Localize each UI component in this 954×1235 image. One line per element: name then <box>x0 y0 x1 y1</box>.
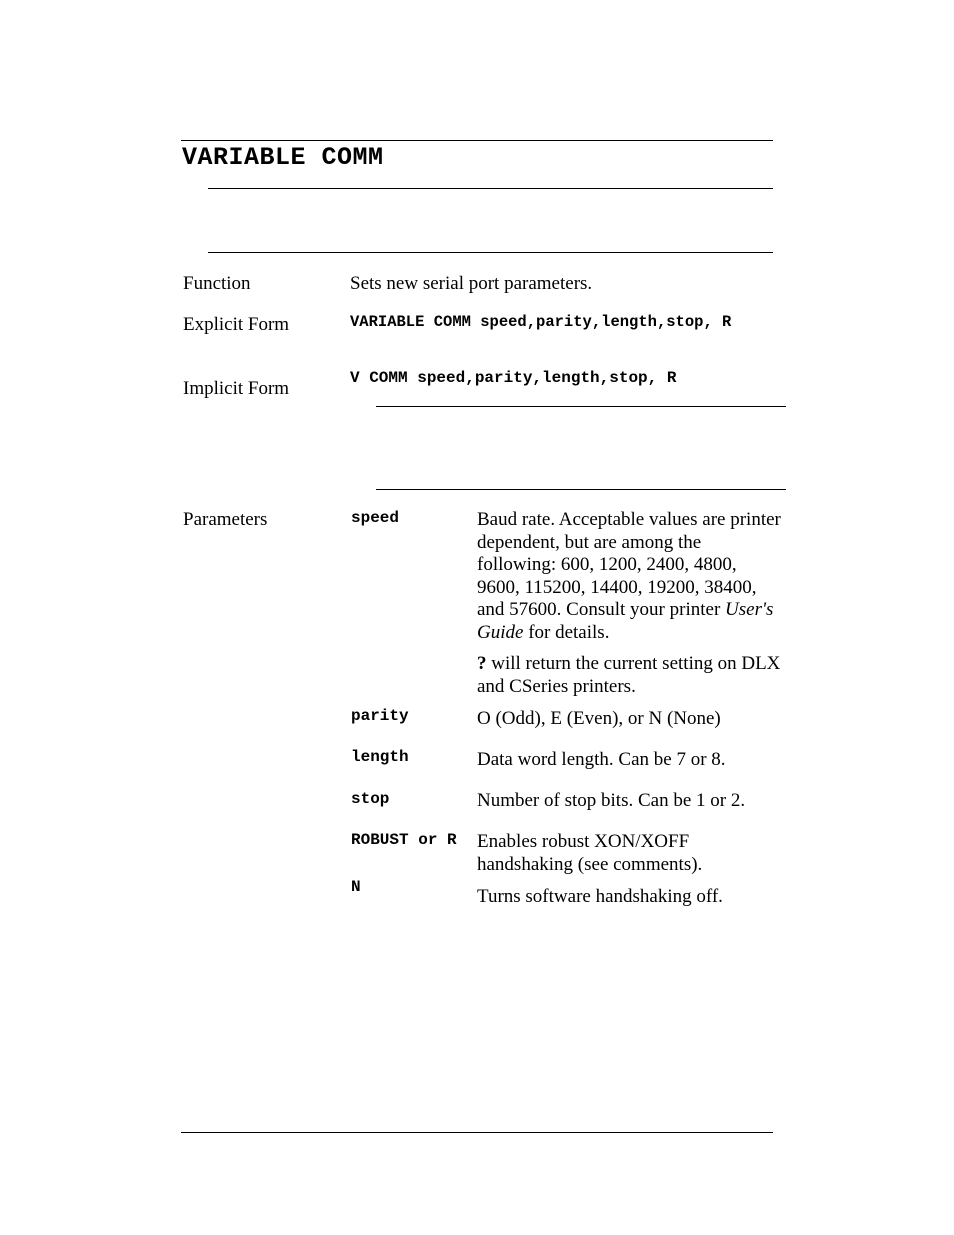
param-speed-desc-text: Baud rate. Acceptable values are printer dependent, but are among the following: 600, 1200, 2400, 4800, 9600, 115200, 14400, 19200, 38400, and 57600. Consult your printer <box>477 509 781 620</box>
question-mark-symbol: ? <box>477 653 487 674</box>
implicit-form-code: V COMM speed,parity,length,stop, R <box>350 369 677 387</box>
title-underline-rule <box>208 188 773 189</box>
param-n-name: N <box>351 878 361 896</box>
param-speed-note <box>477 653 782 698</box>
function-label: Function <box>183 273 251 294</box>
explicit-form-code: VARIABLE COMM speed,parity,length,stop, R <box>350 313 732 331</box>
top-rule <box>181 140 773 141</box>
users-guide-title: User's Guide <box>477 599 774 643</box>
implicit-form-label: Implicit Form <box>183 378 290 399</box>
param-stop-name: stop <box>351 790 390 808</box>
param-length-name: length <box>351 748 409 766</box>
form-rule-upper <box>376 406 786 407</box>
param-speed-desc <box>477 509 782 644</box>
param-speed-name: speed <box>351 509 400 527</box>
page-title: VARIABLE COMM <box>182 143 384 172</box>
footer-rule <box>181 1132 773 1133</box>
param-n-desc: Turns software handshaking off. <box>477 886 723 907</box>
param-speed-note-text: will return the current setting on DLX and CSeries printers. <box>477 653 781 697</box>
param-parity-desc: O (Odd), E (Even), or N (None) <box>477 708 721 729</box>
param-length-desc: Data word length. Can be 7 or 8. <box>477 749 726 770</box>
param-stop-desc: Number of stop bits. Can be 1 or 2. <box>477 790 746 811</box>
param-robust-desc: Enables robust XON/XOFF handshaking (see comments). <box>477 831 703 875</box>
function-text: Sets new serial port parameters. <box>350 273 593 294</box>
section-rule <box>208 252 773 253</box>
form-rule-lower <box>376 489 786 490</box>
explicit-form-label: Explicit Form <box>183 314 290 335</box>
parameters-label: Parameters <box>183 509 268 530</box>
param-speed-desc-tail: for details. <box>523 621 610 643</box>
param-robust-name: ROBUST or R <box>351 831 457 849</box>
param-parity-name: parity <box>351 707 409 725</box>
